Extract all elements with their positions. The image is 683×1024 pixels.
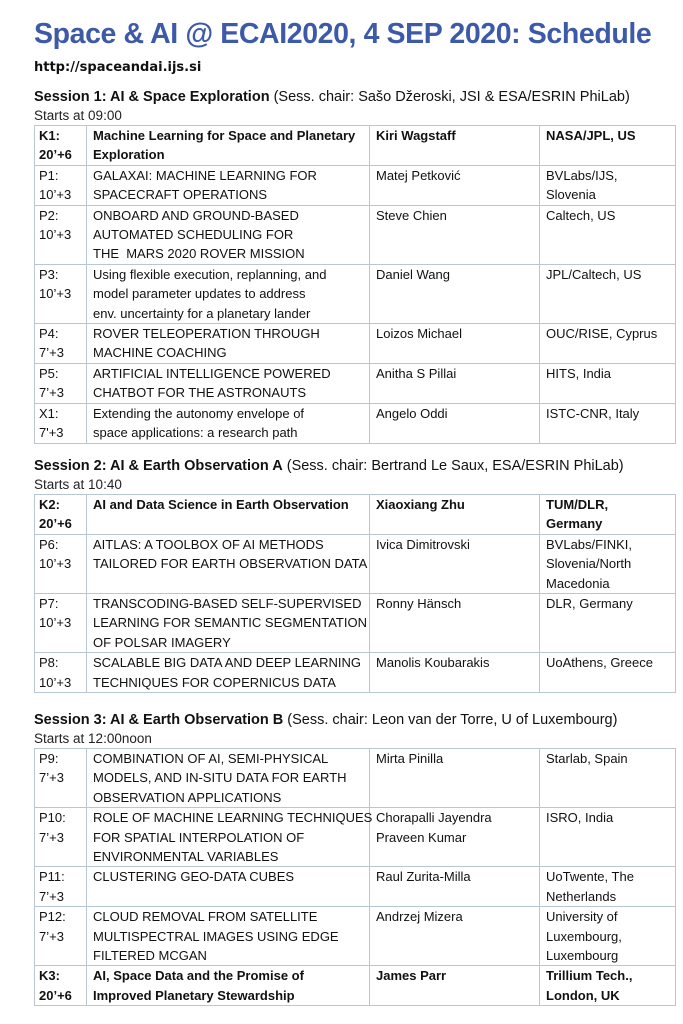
- talk-title-line: model parameter updates to address: [93, 286, 306, 302]
- talk-title-cell: [87, 534, 370, 593]
- starts-label: Starts at: [34, 477, 85, 492]
- speaker-name-line: Praveen Kumar: [376, 829, 467, 845]
- affiliation-line: Netherlands: [546, 888, 617, 904]
- talk-id-cell: [35, 264, 87, 323]
- talk-duration: 7’+3: [39, 770, 64, 786]
- affiliation-cell: [540, 403, 676, 443]
- speaker-name-line: Daniel Wang: [376, 266, 450, 282]
- speaker-cell: [370, 495, 540, 535]
- talk-title-line: MACHINE COACHING: [93, 345, 227, 361]
- affiliation-line: NASA/JPL, US: [546, 128, 636, 143]
- talk-id-cell: [35, 363, 87, 403]
- talk-title-line: Improved Planetary Stewardship: [93, 987, 295, 1003]
- affiliation-line: Germany: [546, 516, 603, 532]
- affiliation-cell: [540, 594, 676, 653]
- speaker-cell: [370, 749, 540, 808]
- affiliation-line: Trillium Tech.,: [546, 968, 633, 984]
- table-row: [35, 324, 676, 364]
- talk-id: K3:: [39, 968, 60, 984]
- talk-duration: 20’+6: [39, 987, 72, 1003]
- talk-id-cell: [35, 126, 87, 166]
- session-start: [34, 730, 675, 747]
- speaker-cell: [370, 363, 540, 403]
- starts-label: Starts at: [34, 108, 85, 123]
- talk-id: K1:: [39, 128, 60, 143]
- keynote-row: [35, 966, 676, 1006]
- table-row: [35, 594, 676, 653]
- speaker-cell: [370, 534, 540, 593]
- speaker-cell: [370, 907, 540, 966]
- schedule-table: [34, 494, 676, 693]
- talk-id: P7:: [39, 596, 59, 612]
- talk-id: P8:: [39, 655, 59, 671]
- table-row: [35, 749, 676, 808]
- affiliation-line: Slovenia: [546, 187, 596, 203]
- session-heading: [34, 711, 675, 730]
- talk-duration: 10’+3: [39, 227, 72, 243]
- affiliation-line: Caltech, US: [546, 207, 616, 223]
- session-start: [34, 107, 675, 124]
- speaker-name-line: Raul Zurita-Milla: [376, 869, 471, 885]
- talk-id-cell: [35, 907, 87, 966]
- talk-title-cell: [87, 808, 373, 867]
- talk-duration: 20’+6: [39, 147, 72, 163]
- affiliation-cell: [540, 653, 676, 693]
- talk-title-line: TAILORED FOR EARTH OBSERVATION DATA: [93, 556, 368, 572]
- talk-id-cell: [35, 966, 87, 1006]
- speaker-cell: [370, 966, 540, 1006]
- talk-title-line: ENVIRONMENTAL VARIABLES: [93, 849, 279, 865]
- talk-title-line: Machine Learning for Space and Planetary: [93, 128, 356, 143]
- keynote-row: [35, 126, 676, 166]
- talk-duration: 10’+3: [39, 187, 72, 203]
- speaker-name-line: James Parr: [376, 968, 447, 984]
- talk-id-cell: [35, 653, 87, 693]
- talk-title-line: Exploration: [93, 147, 165, 163]
- talk-title-cell: [87, 205, 370, 264]
- talk-title-line: SCALABLE BIG DATA AND DEEP LEARNING: [93, 655, 362, 671]
- affiliation-cell: [540, 907, 676, 966]
- talk-title-cell: [87, 907, 370, 966]
- talk-title-line: GALAXAI: MACHINE LEARNING FOR: [93, 167, 317, 183]
- table-row: [35, 867, 676, 907]
- session-title: Session 2: AI & Earth Observation A: [34, 458, 283, 474]
- talk-id: P10:: [39, 810, 66, 826]
- talk-duration: 10’+3: [39, 286, 72, 302]
- talk-title-line: ROLE OF MACHINE LEARNING TECHNIQUES: [93, 810, 373, 826]
- affiliation-line: BVLabs/FINKI,: [546, 536, 632, 552]
- talk-title-line: TRANSCODING-BASED SELF-SUPERVISED: [93, 596, 362, 612]
- affiliation-line: TUM/DLR,: [546, 497, 609, 512]
- table-row: [35, 534, 676, 593]
- talk-title-line: CLUSTERING GEO-DATA CUBES: [93, 869, 295, 885]
- talk-title-cell: [87, 403, 370, 443]
- talk-id: P4:: [39, 326, 59, 342]
- talk-id-cell: [35, 594, 87, 653]
- speaker-cell: [370, 165, 540, 205]
- talk-title-line: SPACECRAFT OPERATIONS: [93, 187, 268, 203]
- affiliation-line: Slovenia/North: [546, 556, 632, 572]
- speaker-cell: [370, 126, 540, 166]
- talk-id: P6:: [39, 536, 59, 552]
- talk-duration: 7'+3: [39, 425, 64, 441]
- speaker-cell: [370, 594, 540, 653]
- talk-title-line: env. uncertainty for a planetary lander: [93, 305, 311, 321]
- affiliation-cell: [540, 495, 676, 535]
- start-time: 12:00noon: [88, 731, 152, 746]
- affiliation-cell: [540, 966, 676, 1006]
- talk-id: P3:: [39, 266, 59, 282]
- speaker-name-line: Mirta Pinilla: [376, 751, 444, 766]
- affiliation-line: UoTwente, The: [546, 869, 634, 885]
- speaker-name-line: Kiri Wagstaff: [376, 128, 456, 143]
- talk-title-line: MULTISPECTRAL IMAGES USING EDGE: [93, 928, 339, 944]
- talk-id: P5:: [39, 365, 59, 381]
- affiliation-line: University of: [546, 909, 618, 925]
- affiliation-cell: [540, 749, 676, 808]
- talk-title-line: LEARNING FOR SEMANTIC SEGMENTATION: [93, 615, 367, 631]
- talk-title-cell: [87, 749, 370, 808]
- talk-title-line: AI and Data Science in Earth Observation: [93, 497, 349, 512]
- talk-duration: 7’+3: [39, 888, 64, 904]
- table-row: [35, 653, 676, 693]
- affiliation-line: London, UK: [546, 987, 620, 1003]
- talk-title-line: ONBOARD AND GROUND-BASED: [93, 207, 299, 223]
- speaker-cell: [370, 324, 540, 364]
- talk-title-line: MODELS, AND IN-SITU DATA FOR EARTH: [93, 770, 347, 786]
- session-chair: (Sess. chair: Leon van der Torre, U of Luxembourg): [283, 712, 618, 728]
- website-url[interactable]: http://spaceandai.ijs.si: [34, 60, 202, 75]
- table-row: [35, 808, 676, 867]
- affiliation-line: ISTC-CNR, Italy: [546, 405, 640, 421]
- affiliation-cell: [540, 205, 676, 264]
- talk-title-line: FILTERED MCGAN: [93, 948, 207, 964]
- speaker-cell: [370, 264, 540, 323]
- affiliation-line: Luxembourg,: [546, 928, 622, 944]
- affiliation-line: Luxembourg: [546, 948, 619, 964]
- speaker-cell: [370, 205, 540, 264]
- session-2: [34, 457, 675, 693]
- talk-title-cell: [87, 867, 370, 907]
- speaker-cell: [370, 867, 540, 907]
- talk-title-cell: [87, 264, 370, 323]
- talk-title-cell: [87, 966, 370, 1006]
- affiliation-cell: [540, 324, 676, 364]
- talk-duration: 10’+3: [39, 615, 72, 631]
- affiliation-cell: [540, 264, 676, 323]
- session-chair: (Sess. chair: Sašo Džeroski, JSI & ESA/ESRIN PhiLab): [269, 89, 630, 105]
- affiliation-cell: [540, 808, 676, 867]
- keynote-row: [35, 495, 676, 535]
- talk-id-cell: [35, 867, 87, 907]
- speaker-cell: [370, 653, 540, 693]
- talk-id-cell: [35, 495, 87, 535]
- talk-title-line: COMBINATION OF AI, SEMI-PHYSICAL: [93, 751, 329, 766]
- talk-id: X1:: [39, 405, 59, 421]
- page-title: Space & AI @ ECAI2020, 4 SEP 2020: Schedule: [34, 18, 652, 50]
- talk-id: P12:: [39, 909, 66, 925]
- table-row: [35, 363, 676, 403]
- speaker-name-line: Angelo Oddi: [376, 405, 448, 421]
- talk-duration: 20’+6: [39, 516, 72, 532]
- talk-title-cell: [87, 363, 370, 403]
- affiliation-line: ISRO, India: [546, 810, 614, 826]
- talk-id-cell: [35, 403, 87, 443]
- session-title: Session 1: AI & Space Exploration: [34, 89, 270, 105]
- talk-id-cell: [35, 165, 87, 205]
- talk-duration: 7’+3: [39, 829, 64, 845]
- talk-duration: 10’+3: [39, 556, 72, 572]
- speaker-name-line: Xiaoxiang Zhu: [376, 497, 465, 512]
- affiliation-line: BVLabs/IJS,: [546, 167, 618, 183]
- talk-title-cell: [87, 594, 370, 653]
- talk-id-cell: [35, 808, 87, 867]
- speaker-cell: [370, 403, 540, 443]
- talk-title-line: Extending the autonomy envelope of: [93, 405, 305, 421]
- speaker-name-line: Andrzej Mizera: [376, 909, 463, 925]
- talk-title-line: CHATBOT FOR THE ASTRONAUTS: [93, 385, 307, 401]
- affiliation-line: OUC/RISE, Cyprus: [546, 326, 658, 342]
- table-row: [35, 264, 676, 323]
- talk-title-line: THE MARS 2020 ROVER MISSION: [93, 246, 305, 262]
- talk-title-line: Using flexible execution, replanning, and: [93, 266, 327, 282]
- affiliation-line: UoAthens, Greece: [546, 655, 653, 671]
- talk-id-cell: [35, 205, 87, 264]
- talk-title-line: AITLAS: A TOOLBOX OF AI METHODS: [93, 536, 324, 552]
- session-3: [34, 711, 675, 1006]
- talk-id: P11:: [39, 869, 65, 885]
- speaker-name-line: Chorapalli Jayendra: [376, 810, 492, 826]
- talk-title-line: ARTIFICIAL INTELLIGENCE POWERED: [93, 365, 331, 381]
- session-start: [34, 476, 675, 493]
- talk-duration: 10’+3: [39, 674, 72, 690]
- talk-id-cell: [35, 534, 87, 593]
- speaker-name-line: Ivica Dimitrovski: [376, 536, 470, 552]
- affiliation-line: HITS, India: [546, 365, 612, 381]
- talk-title-cell: [87, 126, 370, 166]
- affiliation-line: Starlab, Spain: [546, 751, 628, 766]
- talk-id: K2:: [39, 497, 60, 512]
- talk-title-cell: [87, 165, 370, 205]
- talk-title-line: AI, Space Data and the Promise of: [93, 968, 304, 984]
- start-time: 10:40: [88, 477, 122, 492]
- talk-title-line: OF POLSAR IMAGERY: [93, 634, 231, 650]
- talk-title-line: OBSERVATION APPLICATIONS: [93, 789, 282, 805]
- affiliation-cell: [540, 363, 676, 403]
- talk-title-line: AUTOMATED SCHEDULING FOR: [93, 227, 294, 243]
- talk-title-line: FOR SPATIAL INTERPOLATION OF: [93, 829, 305, 845]
- talk-title-line: CLOUD REMOVAL FROM SATELLITE: [93, 909, 318, 925]
- speaker-name-line: Anitha S Pillai: [376, 365, 457, 381]
- speaker-name-line: Ronny Hänsch: [376, 596, 462, 612]
- affiliation-cell: [540, 126, 676, 166]
- session-heading: [34, 457, 675, 476]
- talk-id-cell: [35, 324, 87, 364]
- speaker-cell: [370, 808, 540, 867]
- affiliation-line: DLR, Germany: [546, 596, 633, 612]
- talk-duration: 7’+3: [39, 385, 64, 401]
- affiliation-line: Macedonia: [546, 575, 610, 591]
- talk-duration: 7’+3: [39, 345, 64, 361]
- table-row: [35, 403, 676, 443]
- speaker-name-line: Manolis Koubarakis: [376, 655, 490, 671]
- talk-title-line: space applications: a research path: [93, 425, 298, 441]
- table-row: [35, 907, 676, 966]
- talk-title-line: TECHNIQUES FOR COPERNICUS DATA: [93, 674, 336, 690]
- table-row: [35, 165, 676, 205]
- speaker-name-line: Matej Petković: [376, 167, 461, 183]
- speaker-name-line: Steve Chien: [376, 207, 447, 223]
- session-chair: (Sess. chair: Bertrand Le Saux, ESA/ESRIN PhiLab): [282, 458, 624, 474]
- affiliation-cell: [540, 534, 676, 593]
- starts-label: Starts at: [34, 731, 85, 746]
- table-row: [35, 205, 676, 264]
- talk-title-line: ROVER TELEOPERATION THROUGH: [93, 326, 320, 342]
- talk-id: P9:: [39, 751, 59, 766]
- session-heading: [34, 88, 675, 107]
- schedule-table: [34, 125, 676, 444]
- talk-id: P1:: [39, 167, 59, 183]
- session-title: Session 3: AI & Earth Observation B: [34, 712, 284, 728]
- talk-duration: 7’+3: [39, 928, 64, 944]
- talk-title-cell: [87, 495, 370, 535]
- affiliation-cell: [540, 867, 676, 907]
- talk-title-cell: [87, 324, 370, 364]
- speaker-name-line: Loizos Michael: [376, 326, 462, 342]
- talk-title-cell: [87, 653, 370, 693]
- session-1: [34, 88, 675, 444]
- schedule-table: [34, 748, 676, 1006]
- affiliation-line: JPL/Caltech, US: [546, 266, 642, 282]
- affiliation-cell: [540, 165, 676, 205]
- start-time: 09:00: [88, 108, 122, 123]
- talk-id: P2:: [39, 207, 59, 223]
- talk-id-cell: [35, 749, 87, 808]
